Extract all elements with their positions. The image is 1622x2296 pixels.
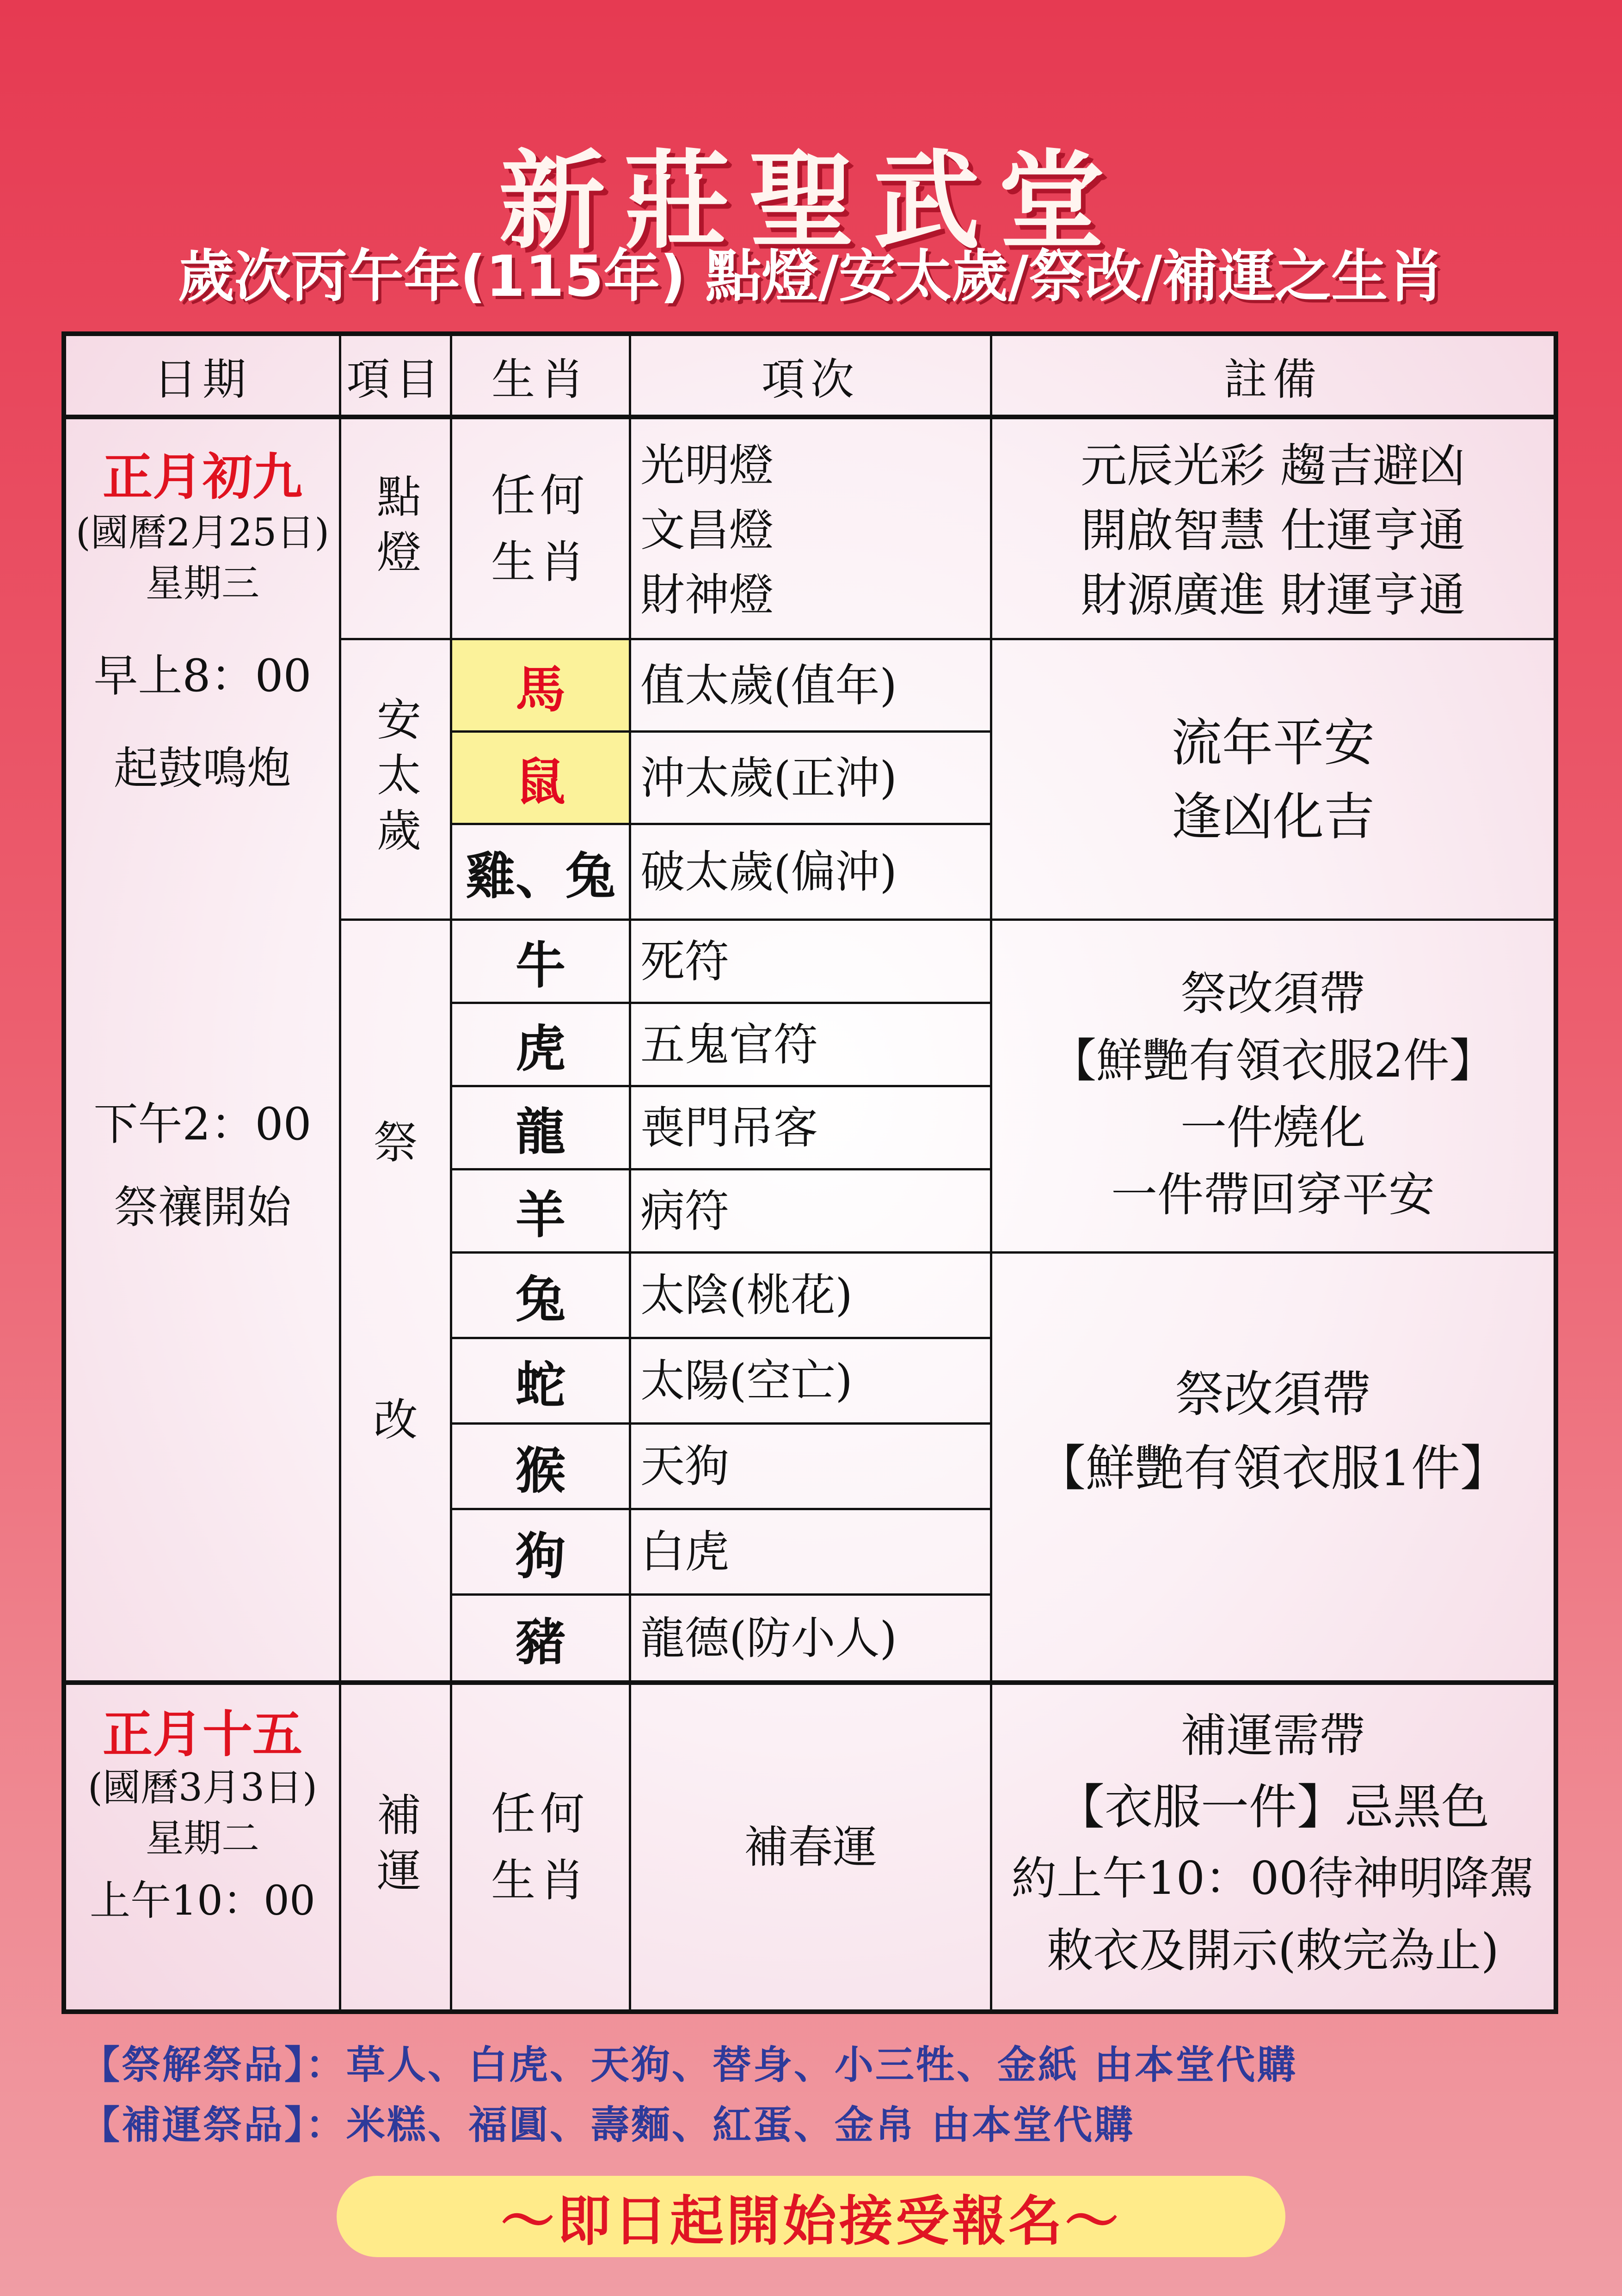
- jigai-entry-1: 死符: [640, 935, 729, 987]
- taisui-entry-2: 沖太歲(正沖): [640, 752, 897, 804]
- item-taisui: [341, 640, 450, 918]
- item-buyun: [341, 1685, 450, 2009]
- buyun-note-1: 補運需帶: [1180, 1708, 1365, 1763]
- jigai-entry-8: 白虎: [640, 1526, 729, 1578]
- grid-line: [1554, 331, 1558, 2014]
- zodiac-rat: 鼠: [515, 753, 565, 811]
- zodiac-monkey: 猴: [515, 1442, 565, 1500]
- jigai-entry-3: 喪門吊客: [640, 1102, 818, 1154]
- grid-line: [61, 415, 1558, 419]
- buyun-note-4: 敕衣及開示(敕完為止): [1046, 1923, 1499, 1978]
- lamp-note-3: 財源廣進 財運亨通: [1081, 568, 1465, 622]
- zodiac-goat: 羊: [515, 1187, 565, 1244]
- header-remarks: 註備: [1223, 354, 1322, 405]
- time-afternoon: 下午2：00: [93, 1098, 312, 1150]
- buyun-note-3: 約上午10：00待神明降駕: [1011, 1852, 1535, 1905]
- grid-line: [61, 331, 66, 2014]
- date-weekday-2: 星期二: [145, 1816, 259, 1861]
- offerings-jijie: 【祭解祭品】：草人、白虎、天狗、替身、小三牲、金紙 由本堂代購: [81, 2042, 1298, 2088]
- grid-line: [61, 331, 1558, 336]
- jigai-entry-5: 太陰(桃花): [640, 1269, 853, 1321]
- jigai-entry-4: 病符: [640, 1185, 729, 1237]
- item-lamps-label: 點燈: [369, 473, 422, 584]
- zodiac-any-2-label: 任何生肖: [491, 1788, 589, 1906]
- date-lunar-2: 正月十五: [102, 1705, 302, 1763]
- header-item: 項目: [346, 354, 445, 405]
- signup-banner: ～即日起開始接受報名～: [337, 2176, 1285, 2257]
- lamp-entry-2: 文昌燈: [640, 504, 774, 556]
- zodiac-rooster-rabbit: 雞、兔: [465, 847, 615, 906]
- grid-line: [61, 1680, 1558, 1685]
- grid-line: [61, 2009, 1558, 2014]
- header-date: 日期: [153, 354, 252, 405]
- jigai-entry-2: 五鬼官符: [640, 1018, 818, 1071]
- zodiac-snake: 蛇: [515, 1356, 565, 1414]
- taisui-note-2: 逢凶化吉: [1171, 787, 1375, 846]
- buyun-note-2: 【衣服一件】忌黑色: [1056, 1778, 1489, 1835]
- zodiac-ox: 牛: [515, 937, 565, 995]
- item-buyun-label: 補運: [369, 1792, 422, 1903]
- jigai-note-2-2: 【鮮艷有領衣服1件】: [1037, 1439, 1509, 1497]
- item-jigai-bottom: 改: [373, 1394, 418, 1446]
- time-morning: 早上8：00: [93, 650, 312, 702]
- taisui-note-1: 流年平安: [1171, 713, 1375, 772]
- jigai-note-1-2: 【鮮艷有領衣服2件】: [1050, 1034, 1496, 1088]
- zodiac-any-1: [464, 419, 616, 638]
- taisui-entry-3: 破太歲(偏沖): [640, 846, 897, 898]
- zodiac-dragon: 龍: [515, 1103, 565, 1161]
- temple-name: 新莊聖武堂: [498, 139, 1123, 263]
- item-lamps: [341, 419, 450, 638]
- zodiac-dog: 狗: [515, 1527, 565, 1586]
- jigai-entry-9: 龍德(防小人): [640, 1612, 897, 1664]
- jigai-note-2-1: 祭改須帶: [1175, 1365, 1371, 1423]
- jigai-note-1-4: 一件帶回穿平安: [1111, 1168, 1435, 1222]
- date-weekday-1: 星期三: [145, 561, 259, 606]
- lamp-entry-3: 財神燈: [640, 569, 774, 621]
- zodiac-horse: 馬: [515, 661, 565, 719]
- time-buyun: 上午10：00: [90, 1877, 315, 1924]
- date-gregorian-1: (國曆2月25日): [75, 510, 330, 555]
- zodiac-any-2: [464, 1685, 616, 2009]
- event-afternoon: 祭禳開始: [114, 1182, 291, 1233]
- lamp-note-1: 元辰光彩 趨吉避凶: [1081, 438, 1465, 493]
- offerings-buyun: 【補運祭品】：米糕、福圓、壽麵、紅蛋、金帛 由本堂代購: [81, 2102, 1135, 2148]
- jigai-note-1-1: 祭改須帶: [1180, 967, 1365, 1021]
- item-jigai-top: 祭: [373, 1117, 418, 1169]
- jigai-note-1-3: 一件燒化: [1180, 1101, 1365, 1155]
- date-lunar-1: 正月初九: [102, 448, 302, 506]
- zodiac-any-1-label: 任何生肖: [491, 469, 589, 588]
- poster-subtitle: 歲次丙午年(115年) 點燈/安太歲/祭改/補運之生肖: [178, 244, 1444, 309]
- date-gregorian-2: (國曆3月3日): [87, 1765, 318, 1810]
- jigai-entry-7: 天狗: [640, 1440, 729, 1492]
- item-taisui-label: 安太歲: [369, 696, 422, 863]
- header-entry: 項次: [761, 354, 860, 405]
- lamp-note-2: 開啟智慧 仕運亨通: [1081, 503, 1465, 557]
- event-morning: 起鼓鳴炮: [114, 742, 291, 794]
- zodiac-rabbit: 兔: [515, 1271, 565, 1329]
- schedule-table: [61, 331, 1558, 2014]
- buyun-entry: 補春運: [744, 1821, 877, 1873]
- zodiac-pig: 豬: [515, 1614, 565, 1671]
- lamp-entry-1: 光明燈: [640, 440, 774, 491]
- jigai-entry-6: 太陽(空亡): [640, 1355, 853, 1407]
- taisui-entry-1: 值太歲(值年): [640, 659, 897, 711]
- header-zodiac: 生肖: [491, 354, 590, 405]
- zodiac-tiger: 虎: [515, 1020, 565, 1078]
